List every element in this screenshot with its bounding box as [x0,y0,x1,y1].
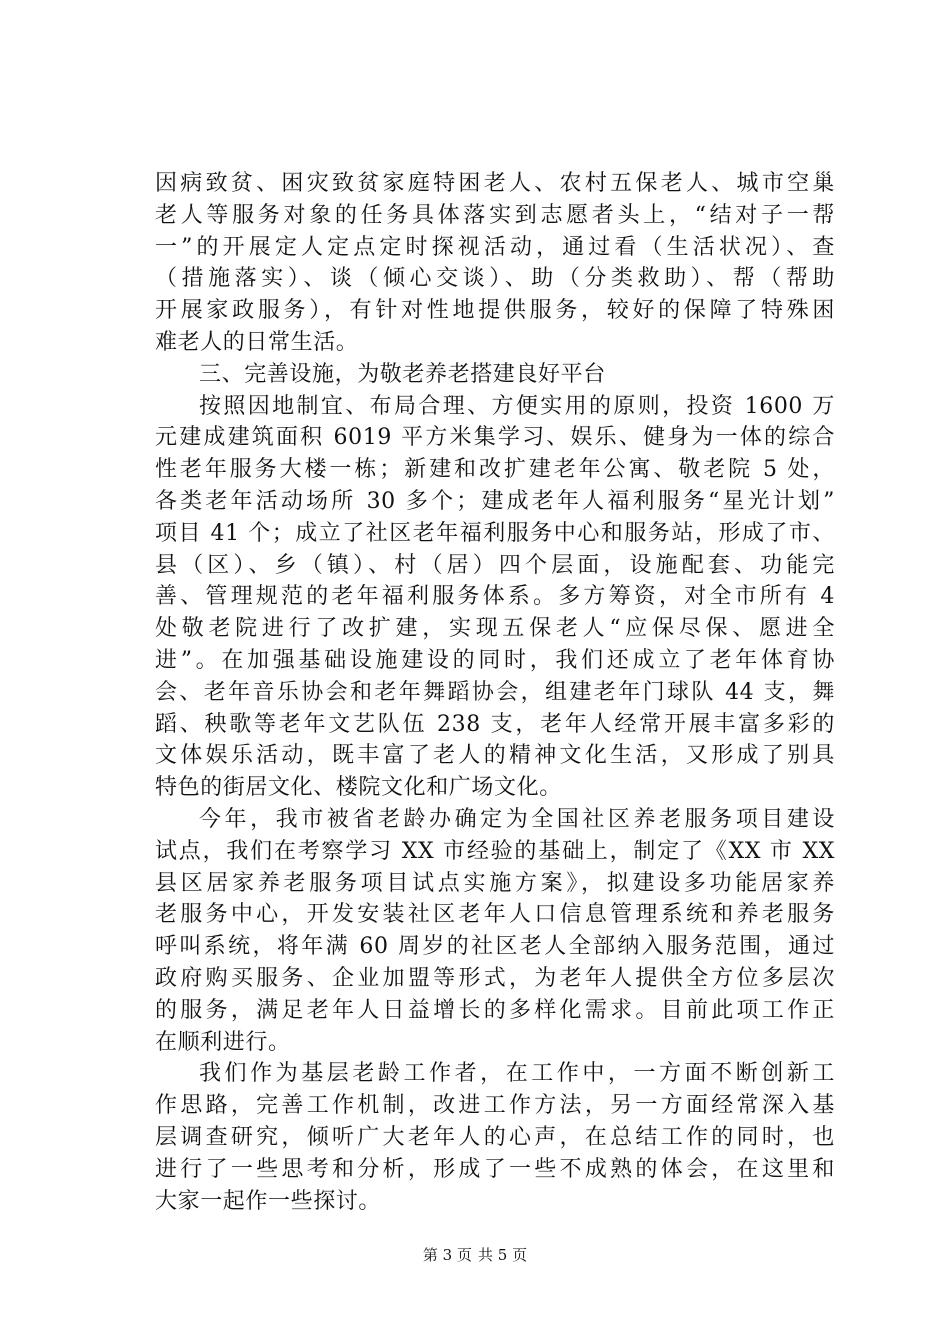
text-line: 处敬老院进行了改扩建，实现五保老人“应保尽保、愿进全 [155,616,835,642]
text-line: 会、老年音乐协会和老年舞蹈协会，组建老年门球队 44 支，舞 [155,679,835,705]
text-line: 试点，我们在考察学习 XX 市经验的基础上，制定了《XX 市 XX [155,838,835,864]
text-line: 老人等服务对象的任务具体落实到志愿者头上，“结对子一帮 [155,202,835,228]
text-line: 因病致贫、困灾致贫家庭特困老人、农村五保老人、城市空巢 [155,171,835,196]
text-line: 各类老年活动场所 30 多个；建成老年人福利服务“星光计划” [155,488,835,514]
text-line: （措施落实）、谈（倾心交谈）、助（分类救助）、帮（帮助 [155,266,835,292]
text-line: 进行了一些思考和分析，形成了一些不成熟的体会，在这里和 [155,1156,835,1182]
text-line: 层调查研究，倾听广大老年人的心声，在总结工作的同时，也 [155,1124,835,1150]
text-line: 县区居家养老服务项目试点实施方案》，拟建设多功能居家养 [155,870,835,896]
page-number: 第 3 页 [422,1246,472,1264]
page-total: 共 5 页 [478,1246,528,1264]
text-line: 善、管理规范的老年福利服务体系。多方筹资，对全市所有 4 [155,584,835,610]
text-line: 我们作为基层老龄工作者，在工作中，一方面不断创新工 [199,1061,835,1087]
text-line: 蹈、秧歌等老年文艺队伍 238 支，老年人经常开展丰富多彩的 [155,711,835,737]
text-line: 一”的开展定人定点定时探视活动，通过看（生活状况）、查 [155,234,835,260]
text-line: 的服务，满足老年人日益增长的多样化需求。目前此项工作正 [155,997,835,1023]
text-line: 政府购买服务、企业加盟等形式，为老年人提供全方位多层次 [155,965,835,991]
text-line: 特色的街居文化、楼院文化和广场文化。 [155,775,562,801]
section-heading: 三、完善设施，为敬老养老搭建良好平台 [199,361,606,387]
text-line: 进”。在加强基础设施建设的同时，我们还成立了老年体育协 [155,647,835,673]
text-line: 大家一起作一些探讨。 [155,1188,382,1214]
text-line: 性老年服务大楼一栋；新建和改扩建老年公寓、敬老院 5 处， [155,457,835,483]
document-body [155,168,835,1217]
text-line: 开展家政服务），有针对性地提供服务，较好的保障了特殊困 [155,298,835,324]
text-line: 项目 41 个；成立了社区老年福利服务中心和服务站，形成了市、 [155,520,835,546]
text-line: 今年，我市被省老龄办确定为全国社区养老服务项目建设 [199,806,835,832]
text-line: 老服务中心，开发安装社区老年人口信息管理系统和养老服务 [155,902,835,928]
page-footer [0,1245,950,1265]
text-line: 元建成建筑面积 6019 平方米集学习、娱乐、健身为一体的综合 [155,425,835,451]
text-line: 作思路，完善工作机制，改进工作方法，另一方面经常深入基 [155,1093,835,1119]
text-line: 文体娱乐活动，既丰富了老人的精神文化生活，又形成了别具 [155,743,835,769]
text-line: 按照因地制宜、布局合理、方便实用的原则，投资 1600 万 [199,393,835,419]
text-line: 县（区）、乡（镇）、村（居）四个层面，设施配套、功能完 [155,552,835,578]
text-line: 难老人的日常生活。 [155,329,359,355]
text-line: 在顺利进行。 [155,1029,291,1055]
text-line: 呼叫系统，将年满 60 周岁的社区老人全部纳入服务范围，通过 [155,934,835,960]
